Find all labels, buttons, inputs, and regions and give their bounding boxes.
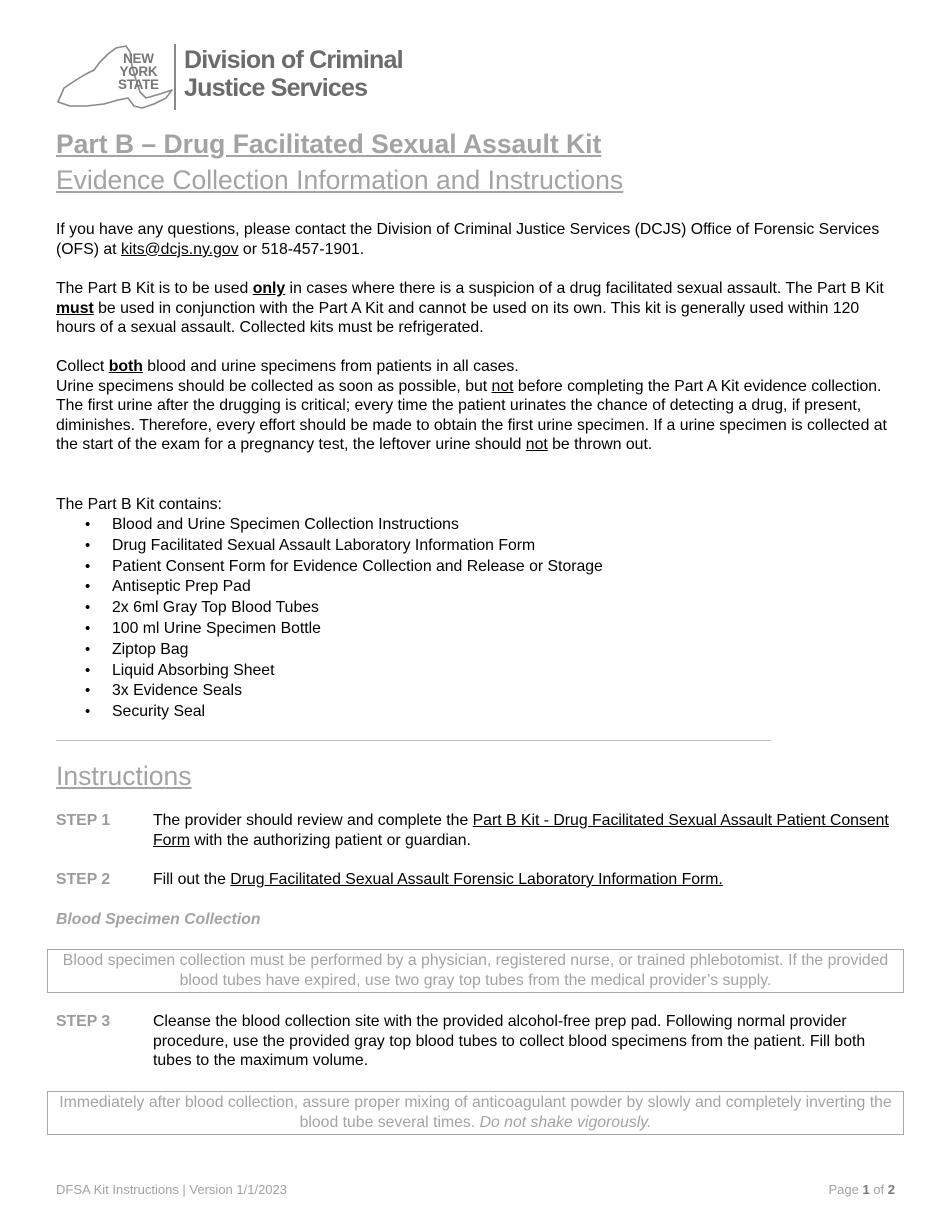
page-of: of bbox=[869, 1182, 888, 1197]
specimen-text-b: blood and urine specimens from patients in all cases. bbox=[142, 358, 519, 375]
document-subtitle: Evidence Collection Information and Instructions bbox=[56, 165, 624, 195]
specimen-text-c: Urine specimens should be collected as soon as possible, but bbox=[56, 377, 492, 395]
emphasis-not-2: not bbox=[525, 436, 548, 454]
usage-text-a: The Part B Kit is to be used bbox=[56, 280, 253, 297]
step-3-text: Cleanse the blood collection site with the provided alcohol-free prep pad. Following normal provider procedure, use the provided gray top blood tubes to collect blood specimens from the patient. Fill both tubes to the maximum volume. bbox=[153, 1013, 866, 1070]
page-total: 2 bbox=[887, 1182, 895, 1197]
document-title: Part B – Drug Facilitated Sexual Assault Kit bbox=[56, 129, 602, 159]
list-item: • Blood and Urine Specimen Collection Instructions bbox=[56, 515, 603, 536]
kit-contents-list bbox=[56, 515, 603, 723]
specimen-text-d: before completing the Part A Kit evidence collection. The first urine after the drugging is critical; every time the patient urinates the chance of detecting a drug, if present, diminishes. Therefore, every effort should be made to obtain the first urine specimen. If a urine specimen is collected at the start of the exam for a pregnancy test, the leftover urine should bbox=[56, 377, 887, 454]
list-item: • Patient Consent Form for Evidence Collection and Release or Storage bbox=[56, 557, 603, 578]
step-2-text-a: Fill out the bbox=[153, 871, 231, 888]
step-2-text bbox=[153, 870, 898, 890]
specimen-text-e: be thrown out. bbox=[547, 436, 653, 454]
step-1-text-b: with the authorizing patient or guardian. bbox=[189, 831, 471, 849]
page-prefix: Page bbox=[828, 1182, 863, 1197]
section-divider bbox=[56, 740, 771, 741]
state-word-york: YORK bbox=[119, 64, 158, 79]
mixing-note-warning: Do not shake vigorously. bbox=[479, 1113, 652, 1131]
emphasis-not-1: not bbox=[491, 377, 514, 395]
step-1-text-a: The provider should review and complete the bbox=[153, 812, 473, 829]
footer-version: DFSA Kit Instructions | Version 1/1/2023 bbox=[56, 1182, 287, 1197]
instructions-heading: Instructions bbox=[56, 761, 192, 791]
phlebotomist-note-box: Blood specimen collection must be performed by a physician, registered nurse, or trained phlebotomist. If the provided blood tubes have expired, use two gray top tubes from the medical provider’s supply. bbox=[47, 949, 904, 993]
list-item: • 2x 6ml Gray Top Blood Tubes bbox=[56, 598, 603, 619]
mixing-note-text: Immediately after blood collection, assure proper mixing of anticoagulant powder by slowly and completely inverting the blood tube several times. bbox=[59, 1094, 892, 1131]
list-item: • Security Seal bbox=[56, 702, 603, 723]
agency-logo bbox=[56, 42, 416, 114]
lab-info-form-link[interactable]: Drug Facilitated Sexual Assault Forensic Laboratory Information Form. bbox=[230, 871, 723, 888]
agency-name bbox=[184, 46, 403, 102]
footer-page-number bbox=[760, 1180, 895, 1200]
usage-paragraph bbox=[56, 279, 898, 338]
step-2-label: STEP 2 bbox=[56, 871, 111, 888]
kit-contents-heading: The Part B Kit contains: bbox=[56, 496, 222, 513]
list-item: • Drug Facilitated Sexual Assault Laboratory Information Form bbox=[56, 536, 603, 557]
step-3-label: STEP 3 bbox=[56, 1013, 111, 1030]
state-wordmark bbox=[118, 52, 159, 91]
emphasis-only: only bbox=[252, 280, 286, 297]
specimen-text-a: Collect bbox=[56, 358, 109, 375]
emphasis-both: both bbox=[108, 358, 143, 375]
state-word-new: NEW bbox=[123, 51, 154, 66]
step-1-text bbox=[153, 811, 898, 850]
list-item: • Antiseptic Prep Pad bbox=[56, 577, 603, 598]
usage-text-b: in cases where there is a suspicion of a drug facilitated sexual assault. The Part B Kit bbox=[285, 280, 884, 297]
list-item: • 3x Evidence Seals bbox=[56, 681, 603, 702]
contact-email-link[interactable]: kits@dcjs.ny.gov bbox=[120, 240, 239, 258]
logo-divider bbox=[174, 44, 176, 110]
consent-form-link[interactable]: Part B Kit - Drug Facilitated Sexual Assault Patient Consent Form bbox=[153, 812, 889, 849]
agency-name-line2: Justice Services bbox=[184, 74, 368, 102]
list-item: • 100 ml Urine Specimen Bottle bbox=[56, 619, 603, 640]
state-word-state: STATE bbox=[118, 77, 159, 92]
blood-collection-heading: Blood Specimen Collection bbox=[56, 911, 261, 928]
contact-paragraph bbox=[56, 220, 898, 259]
contact-text: If you have any questions, please contact the Division of Criminal Justice Services (DCJS) Office of Forensic Services (OFS) at bbox=[56, 221, 880, 258]
step-1-label: STEP 1 bbox=[56, 812, 111, 829]
list-item: • Ziptop Bag bbox=[56, 640, 603, 661]
contact-phone-text: or 518-457-1901. bbox=[238, 240, 365, 258]
emphasis-must: must bbox=[56, 299, 94, 317]
page-current: 1 bbox=[862, 1182, 870, 1197]
usage-text-c: be used in conjunction with the Part A Kit and cannot be used on its own. This kit is generally used within 120 hours of a sexual assault. Collected kits must be refrigerated. bbox=[56, 299, 860, 337]
mixing-note-box bbox=[47, 1091, 904, 1135]
specimen-paragraph bbox=[56, 357, 898, 455]
agency-name-line1: Division of Criminal bbox=[184, 46, 403, 74]
list-item: • Liquid Absorbing Sheet bbox=[56, 661, 603, 682]
